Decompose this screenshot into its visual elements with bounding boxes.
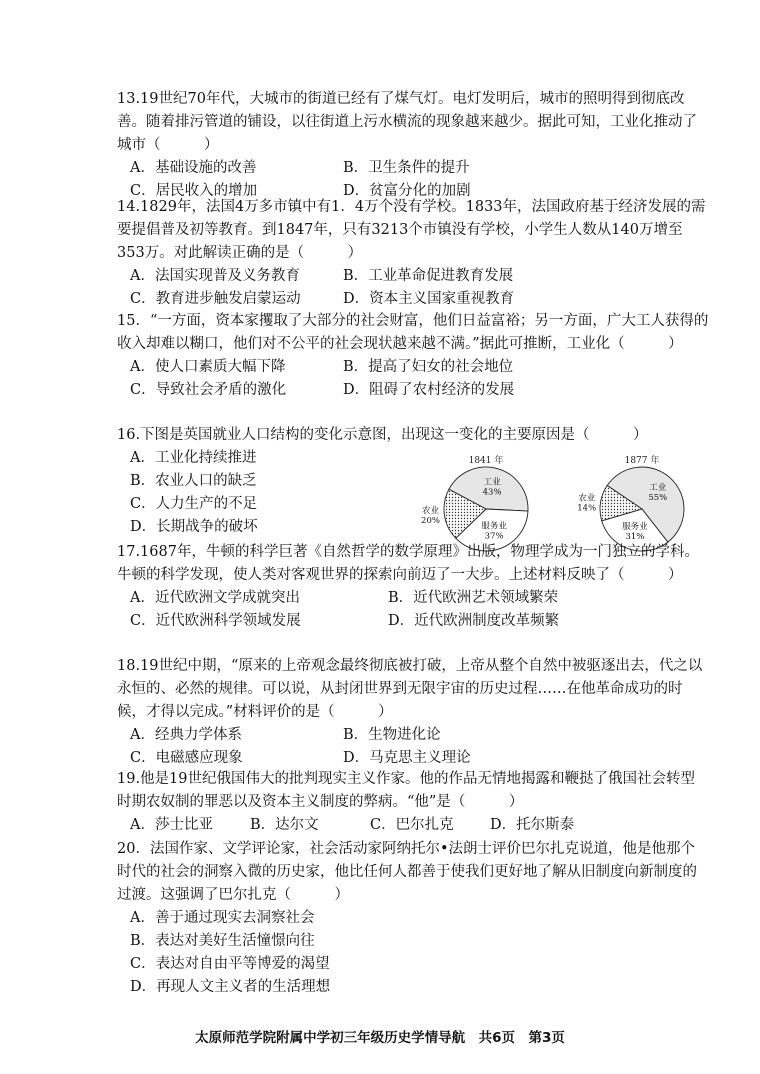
option-d[interactable]: D．马克思主义理论: [343, 750, 471, 766]
option-c[interactable]: C．近代欧洲科学领域发展: [130, 613, 301, 629]
question-17: [117, 541, 709, 633]
question-stem: 16.下图是英国就业人口结构的变化示意图，出现这一变化的主要原因是（ ）: [117, 427, 648, 443]
pie-title: 1841 年: [468, 456, 504, 466]
question-stem: 14.1829年，法国4万多市镇中有1．4万个没有学校。1833年，法国政府基于经济发展的需要提倡普及初等教育。到1847年，只有3213个市镇没有学校，小学生人数从140万增至353万。对此解读正确的是（ ）: [117, 199, 706, 261]
question-stem: 18.19世纪中期，“原来的上帝观念最终彻底被打破，上帝从整个自然中被驱逐出去，代之以永恒的、必然的规律。可以说，从封闭世界到无限宇宙的历史过程……在他革命成功的时候，才得以完成。”材料评价的是（ ）: [117, 658, 703, 720]
question-20: [117, 838, 709, 999]
option-c[interactable]: C．居民收入的增加: [130, 183, 258, 199]
option-b[interactable]: B．提高了妇女的社会地位: [343, 359, 514, 375]
option-a[interactable]: A．近代欧洲文学成就突出: [130, 590, 300, 606]
option-d[interactable]: D．资本主义国家重视教育: [343, 291, 515, 307]
slice-value: 20%: [421, 516, 440, 527]
option-c[interactable]: C．人力生产的不足: [130, 496, 258, 512]
question-stem: 19.他是19世纪俄国伟大的批判现实主义作家。他的作品无情地揭露和鞭挞了俄国社会转型时期农奴制的罪恶以及资本主义制度的弊病。“他”是（ ）: [117, 771, 696, 810]
question-18: [117, 655, 709, 770]
slice-value: 43%: [482, 487, 502, 498]
slice-label: 农业: [421, 506, 440, 517]
option-a[interactable]: A．莎士比亚: [130, 817, 213, 833]
slice-value: 37%: [484, 531, 504, 542]
option-b[interactable]: B．工业革命促进教育发展: [343, 268, 514, 284]
option-d[interactable]: D．近代欧洲制度改革频繁: [388, 613, 560, 629]
slice-value: 14%: [577, 503, 597, 514]
slice-value: 31%: [625, 532, 645, 542]
option-a[interactable]: A．善于通过现实去洞察社会: [130, 910, 315, 926]
option-d[interactable]: D．长期战争的破坏: [130, 519, 258, 535]
question-13: [117, 88, 709, 203]
option-b[interactable]: B．表达对美好生活憧憬向往: [130, 933, 315, 949]
option-c[interactable]: C．巴尔扎克: [370, 817, 454, 833]
question-15: [117, 310, 709, 402]
slice-label: 工业: [649, 483, 667, 494]
option-c[interactable]: C．导致社会矛盾的激化: [130, 382, 287, 398]
question-stem: 13.19世纪70年代，大城市的街道已经有了煤气灯。电灯发明后，城市的照明得到彻底改善。随着排污管道的铺设，以往街道上污水横流的现象越来越少。据此可知，工业化推动了城市（ ）: [117, 91, 697, 153]
option-d[interactable]: D．贫富分化的加剧: [343, 183, 471, 199]
options: [130, 724, 709, 770]
options: [130, 907, 709, 999]
option-d[interactable]: D．阻碍了农村经济的发展: [343, 382, 515, 398]
question-19: [117, 768, 709, 837]
page-footer: 太原师范学院附属中学初三年级历史学情导航 共6页 第3页: [195, 1030, 565, 1046]
option-a[interactable]: A．经典力学体系: [130, 727, 242, 743]
options: [130, 587, 709, 633]
question-stem: [117, 541, 709, 587]
option-c[interactable]: C．表达对自由平等博爱的渴望: [130, 956, 330, 972]
stem-text: 17.1687年，牛顿的科学巨著《自然哲学的数学原理》出版，物理学成为一门独立的学科。牛顿的科学发现，使人类对客观世界的探索向前迈了一大步。上述材料反映了（ ）: [117, 544, 699, 583]
options: [130, 265, 709, 311]
slice-label: 工业: [483, 477, 501, 488]
slice-value: 55%: [648, 493, 668, 504]
slice-label: 服务业: [481, 521, 507, 532]
options: [130, 356, 709, 402]
option-b[interactable]: B．近代欧洲艺术领域繁荣: [388, 590, 559, 606]
slice-label: 农业: [578, 493, 596, 504]
slice-label: 服务业: [622, 522, 648, 532]
option-a[interactable]: A．工业化持续推进: [130, 450, 257, 466]
option-c[interactable]: C．教育进步触发启蒙运动: [130, 291, 301, 307]
option-b[interactable]: B．达尔文: [250, 817, 319, 833]
option-a[interactable]: A．法国实现普及义务教育: [130, 268, 300, 284]
option-a[interactable]: A．使人口素质大幅下降: [130, 359, 286, 375]
question-stem: 15．“一方面，资本家攫取了大部分的社会财富，他们日益富裕；另一方面，广大工人获得的收入却难以糊口，他们对不公平的社会现状越来越不满。”据此可推断，工业化（ ）: [117, 313, 709, 352]
question-stem: 20．法国作家、文学评论家，社会活动家阿纳托尔•法朗士评价巴尔扎克说道，他是他那个时代的社会的洞察入微的历史家，他比任何人都善于使我们更好地了解从旧制度向新制度的过渡。这强调了巴尔扎克（ ）: [117, 841, 697, 903]
question-14: [117, 196, 709, 311]
option-d[interactable]: D．托尔斯泰: [490, 817, 575, 833]
option-c[interactable]: C．电磁感应现象: [130, 750, 243, 766]
pie-title: 1877 年: [624, 456, 660, 466]
option-b[interactable]: B．农业人口的缺乏: [130, 473, 257, 489]
option-b[interactable]: B．卫生条件的提升: [343, 160, 470, 176]
option-b[interactable]: B．生物进化论: [343, 727, 441, 743]
option-a[interactable]: A．基础设施的改善: [130, 160, 257, 176]
options: [130, 814, 709, 837]
option-d[interactable]: D．再现人文主义者的生活理想: [130, 979, 331, 995]
